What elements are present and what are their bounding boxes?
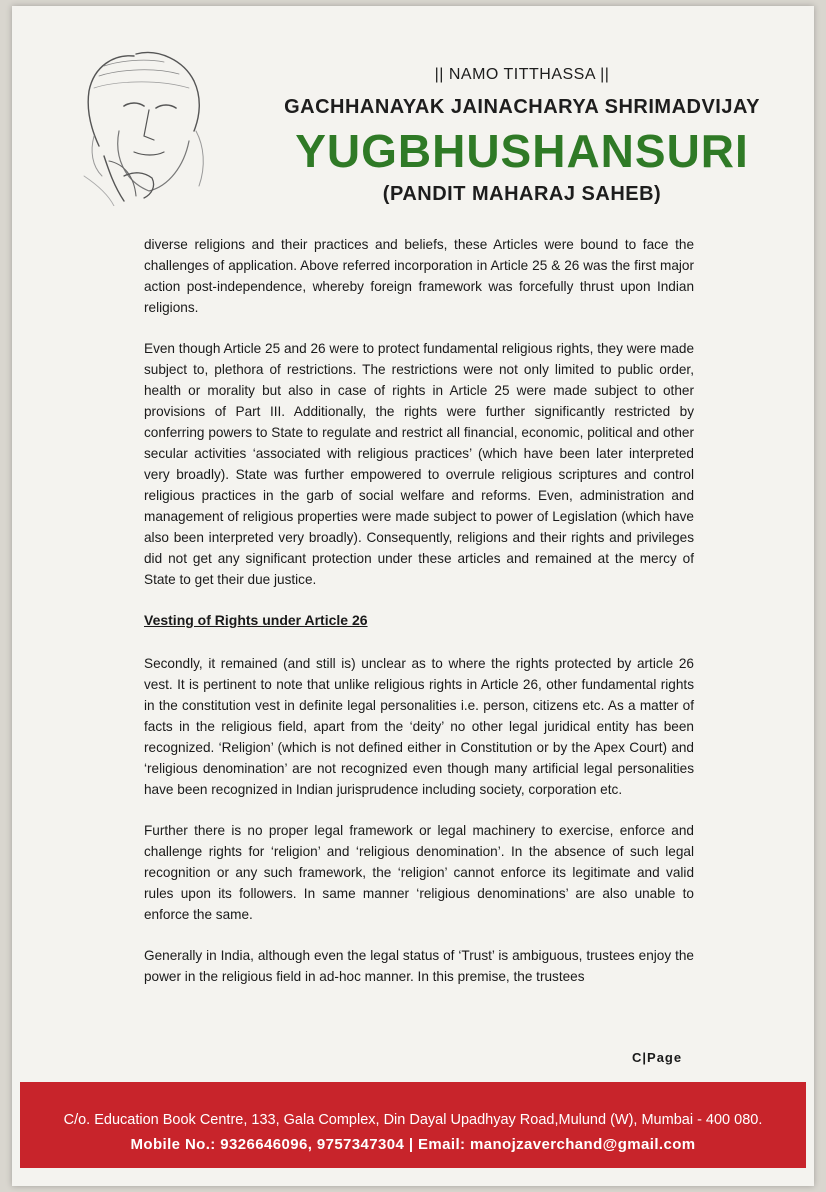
paragraph: Even though Article 25 and 26 were to protect fundamental religious rights, they were made subject to, plethora of restrictions. The restrictions were not only limited to public order, health or morality but also in case of rights in Article 25 were made subject to other provisions of Part III. Additionally, the rights were further significantly restricted by conferring powers to State to regulate and restrict all financial, economic, political and other secular activities ‘associated with religious practices’ (which have been later interpreted very broadly). State was further empowered to overrule religious scriptures and control religious practices in the garb of social welfare and reforms. Even, administration and management of religious properties were made subject to power of Legislation (which have also been interpreted very broadly). Consequently, religions and their rights and privileges did not get any significant protection under these articles and remained at the mercy of State to get their due justice. [144, 341, 694, 587]
footer-banner [20, 1082, 806, 1168]
paragraph: diverse religions and their practices and beliefs, these Articles were bound to face the challenges of application. Above referred incorporation in Article 25 & 26 was the first major action post-independence, whereby foreign framework was forcefully thrust upon Indian religions. [144, 237, 694, 315]
paragraph: Generally in India, although even the legal status of ‘Trust’ is ambiguous, trustees enjoy the power in the religious field in ad-hoc manner. In this premise, the trustees [144, 948, 694, 984]
section-heading: Vesting of Rights under Article 26 [144, 612, 368, 628]
page-number: C|Page [632, 1050, 683, 1065]
paragraph: Further there is no proper legal framework or legal machinery to exercise, enforce and challenge rights for ‘religion’ and ‘religious denomination’. In the absence of such legal recognition or any such framework, the ‘religion’ cannot enforce its legitimate and valid rules upon its followers. In same manner ‘religious denominations’ are also unable to enforce the same. [144, 823, 694, 922]
header-name: YUGBHUSHANSURI [295, 125, 749, 177]
header-title-line: GACHHANAYAK JAINACHARYA SHRIMADVIJAY [284, 96, 760, 118]
portrait-sketch-icon [64, 36, 224, 206]
header-motto: || NAMO TITTHASSA || [434, 66, 610, 83]
header-subtitle: (PANDIT MAHARAJ SAHEB) [382, 183, 662, 205]
paragraph: Secondly, it remained (and still is) unclear as to where the rights protected by article 26 vest. It is pertinent to note that unlike religious rights in Article 26, other fundamental rights in the constitution vest in definite legal personalities i.e. person, citizens etc. As a matter of facts in the religious field, apart from the ‘deity’ no other legal juridical entity has been recognized. ‘Religion’ (which is not defined either in Constitution or by the Apex Court) and ‘religious denomination’ are not recognized even though many artificial legal personalities have been recognized in Indian jurisprudence including society, corporation etc. [144, 656, 694, 797]
document-page [12, 6, 814, 1186]
footer-contact: Mobile No.: 9326646096, 9757347304 | Email: manojzaverchand@gmail.com [130, 1136, 696, 1153]
footer-address: C/o. Education Book Centre, 133, Gala Complex, Din Dayal Upadhyay Road,Mulund (W), Mumbai - 400 080. [63, 1112, 763, 1128]
document-body [144, 234, 694, 1005]
